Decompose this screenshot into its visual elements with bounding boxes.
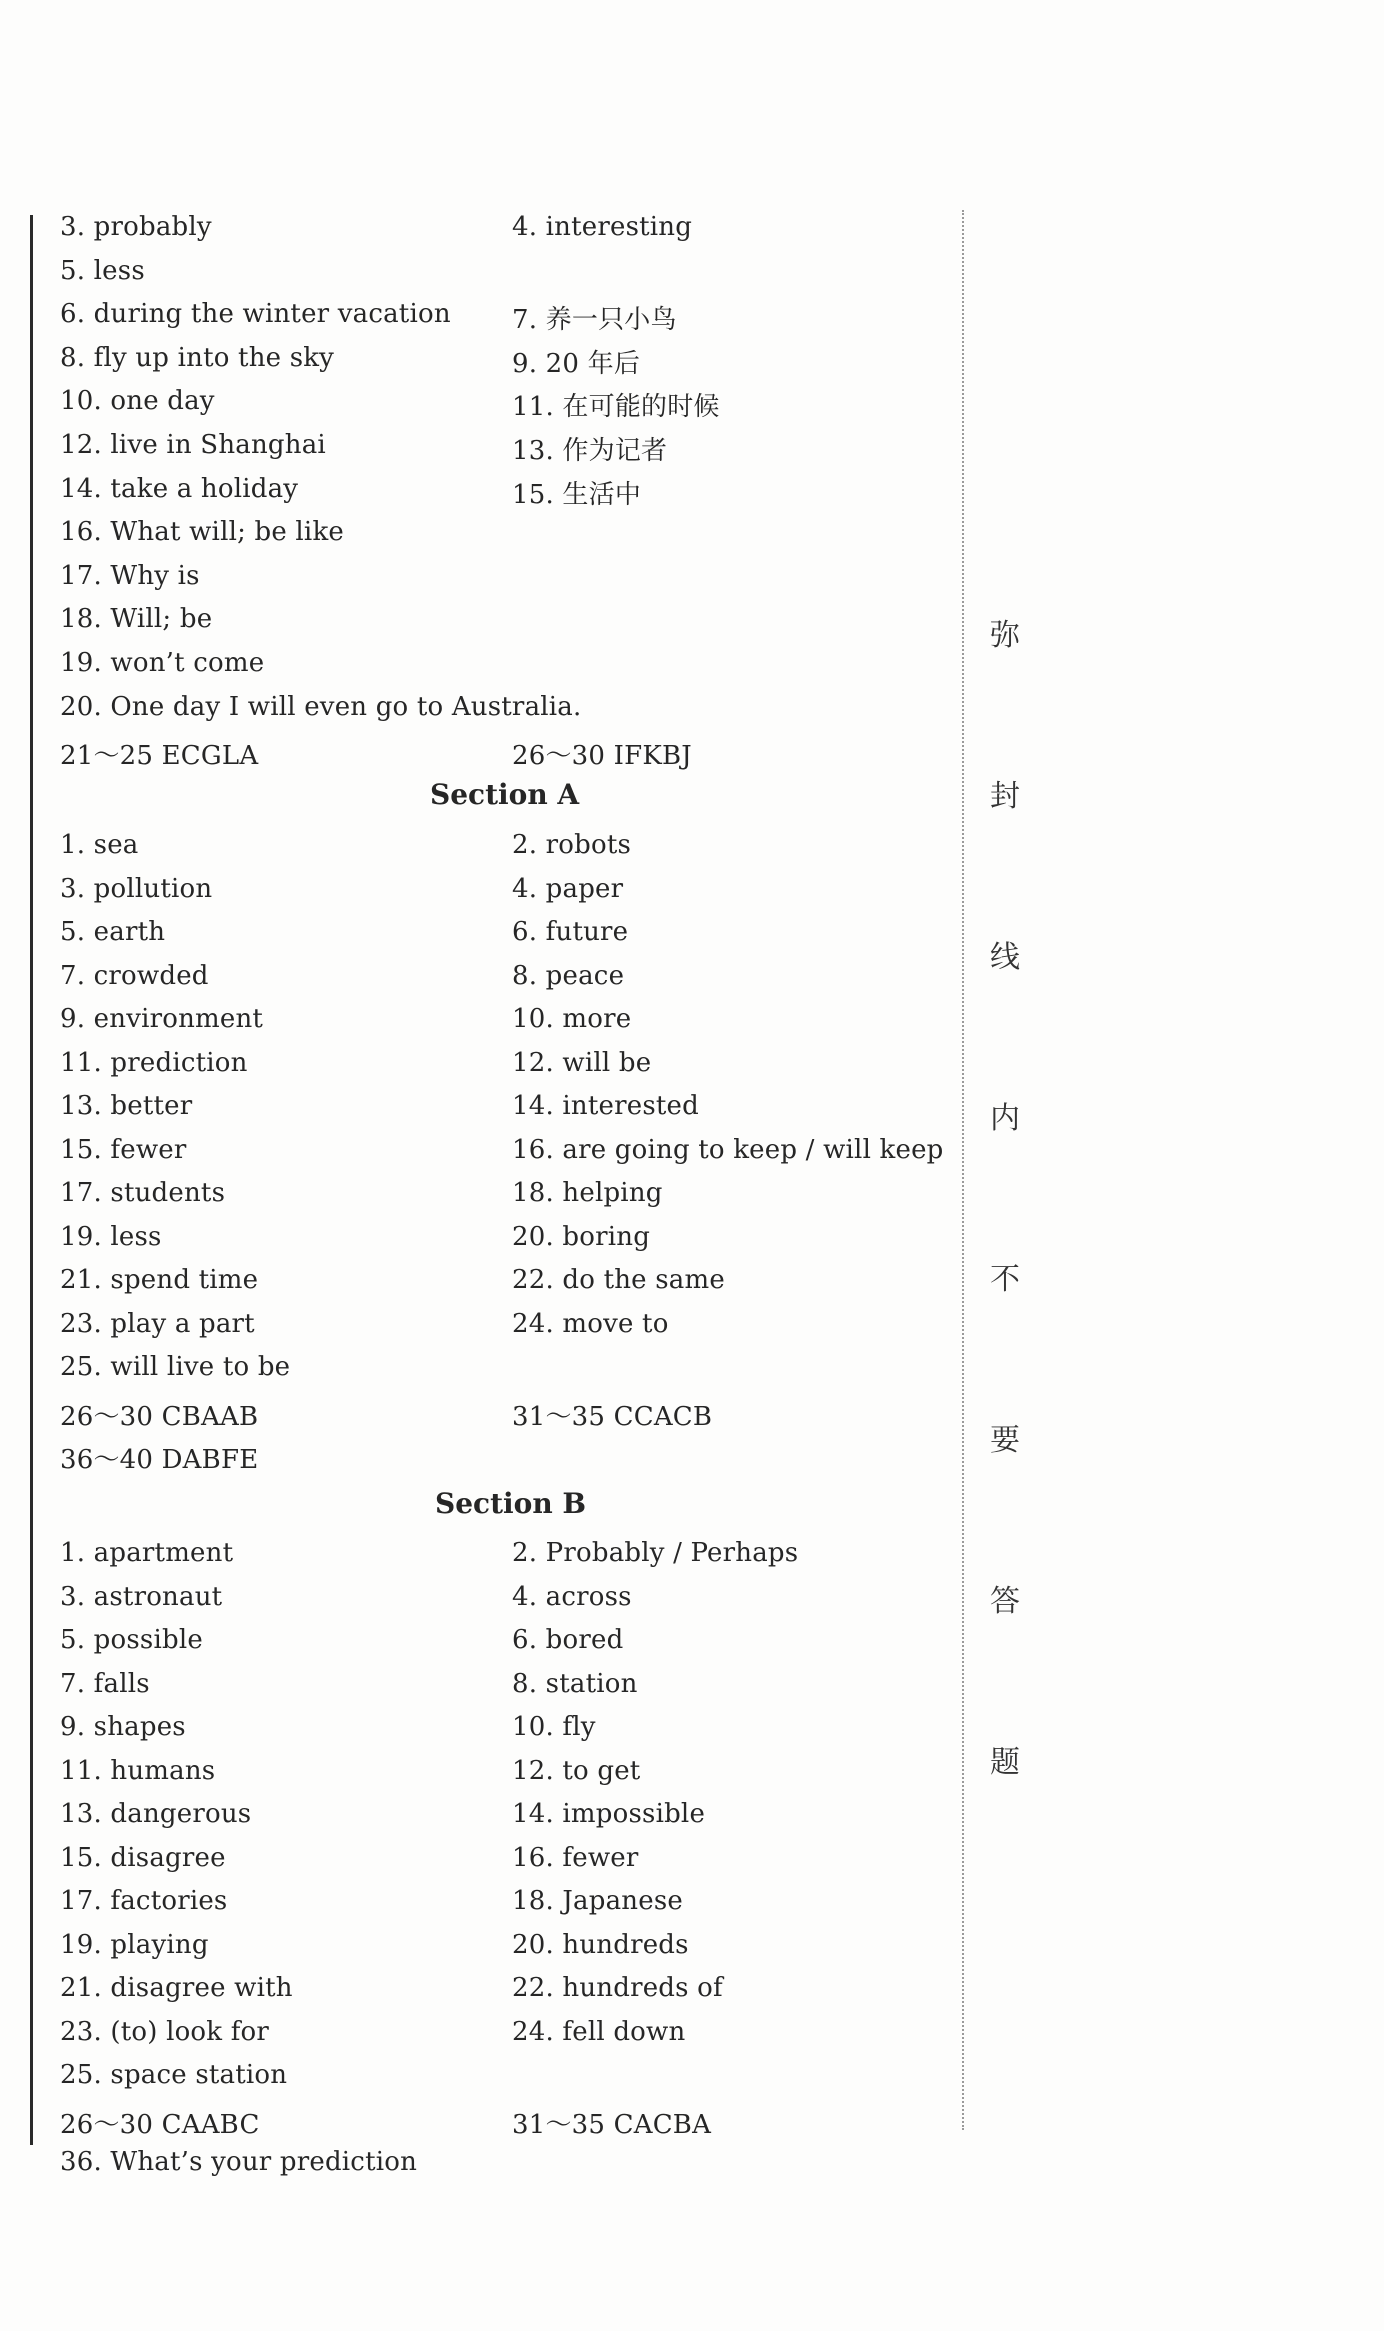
answer-item-left: 25. space station: [60, 2060, 288, 2090]
answer-item-left: 15. fewer: [60, 1135, 187, 1165]
answer-item-left: 3. pollution: [60, 874, 213, 904]
answer-item-right: 22. do the same: [512, 1265, 725, 1295]
answer-item-left: 11. humans: [60, 1756, 216, 1786]
answer-item-left: 17. Why is: [60, 561, 200, 591]
answer-item-left: 11. prediction: [60, 1048, 248, 1078]
answer-item-right: 6. future: [512, 917, 629, 947]
answer-item-right: 11. 在可能的时候: [512, 392, 720, 422]
answer-item-right: 18. Japanese: [512, 1886, 683, 1916]
answer-item-right: 10. more: [512, 1004, 632, 1034]
answer-item-left: 18. Will; be: [60, 604, 213, 634]
answer-item-right: 31～35 CCACB: [512, 1402, 713, 1432]
answer-item-right: 15. 生活中: [512, 480, 642, 510]
answer-item-right: 13. 作为记者: [512, 436, 668, 466]
seal-character: 弥: [990, 618, 1020, 653]
answer-item-right: 10. fly: [512, 1712, 596, 1742]
answer-item-right: 22. hundreds of: [512, 1973, 723, 2003]
answer-item-left: 5. earth: [60, 917, 166, 947]
answer-item-left: 9. environment: [60, 1004, 264, 1034]
answer-item-left: 19. won’t come: [60, 648, 265, 678]
seal-character: 封: [990, 779, 1020, 814]
answer-item-right: 8. station: [512, 1669, 638, 1699]
answer-item-right: 16. are going to keep / will keep: [512, 1135, 944, 1165]
answer-item-right: 12. to get: [512, 1756, 641, 1786]
answer-item-left: 21. spend time: [60, 1265, 259, 1295]
answer-item-left: 19. less: [60, 1222, 162, 1252]
answer-item-right: 20. boring: [512, 1222, 651, 1252]
answer-item-left: 17. factories: [60, 1886, 228, 1916]
answer-item-left: 7. crowded: [60, 961, 209, 991]
answer-item-right: 24. fell down: [512, 2017, 686, 2047]
answer-item-left: 36～40 DABFE: [60, 1445, 259, 1475]
answer-item-left: 7. falls: [60, 1669, 150, 1699]
section-b-heading: Section B: [435, 1487, 587, 1520]
answer-item-right: 14. impossible: [512, 1799, 706, 1829]
answer-item-left: 9. shapes: [60, 1712, 186, 1742]
answer-item-right: 12. will be: [512, 1048, 652, 1078]
answer-item-left: 10. one day: [60, 386, 215, 416]
seal-character: 答: [990, 1584, 1020, 1619]
answer-item-left: 14. take a holiday: [60, 474, 299, 504]
answer-item-left: 20. One day I will even go to Australia.: [60, 692, 582, 722]
answer-item-right: 31～35 CACBA: [512, 2110, 712, 2140]
answer-item-right: 26～30 IFKBJ: [512, 741, 692, 771]
answer-item-left: 23. play a part: [60, 1309, 255, 1339]
seal-dotted-line: [962, 210, 964, 2130]
seal-character: 不: [990, 1262, 1020, 1297]
answer-item-right: 24. move to: [512, 1309, 669, 1339]
answer-item-left: 17. students: [60, 1178, 226, 1208]
seal-character: 题: [990, 1745, 1020, 1780]
answer-item-right: 7. 养一只小鸟: [512, 305, 677, 335]
answer-item-left: 15. disagree: [60, 1843, 226, 1873]
answer-item-left: 21～25 ECGLA: [60, 741, 259, 771]
left-margin-rule: [30, 215, 33, 2145]
answer-item-left: 13. better: [60, 1091, 193, 1121]
answer-item-right: 2. robots: [512, 830, 632, 860]
answer-item-right: 14. interested: [512, 1091, 699, 1121]
seal-character: 内: [990, 1101, 1020, 1136]
answer-item-right: 9. 20 年后: [512, 349, 641, 379]
answer-item-right: 20. hundreds: [512, 1930, 689, 1960]
answer-item-left: 5. less: [60, 256, 145, 286]
answer-item-right: 4. interesting: [512, 212, 693, 242]
answer-item-left: 5. possible: [60, 1625, 203, 1655]
answer-item-left: 12. live in Shanghai: [60, 430, 326, 460]
answer-item-right: 18. helping: [512, 1178, 663, 1208]
answer-item-left: 21. disagree with: [60, 1973, 293, 2003]
seal-character: 线: [990, 940, 1020, 975]
answer-item-right: 8. peace: [512, 961, 625, 991]
answer-item-right: 4. paper: [512, 874, 624, 904]
answer-item-left: 19. playing: [60, 1930, 209, 1960]
answer-item-left: 26～30 CBAAB: [60, 1402, 259, 1432]
answer-item-left: 3. astronaut: [60, 1582, 223, 1612]
answer-item-left: 25. will live to be: [60, 1352, 291, 1382]
answer-item-left: 16. What will; be like: [60, 517, 344, 547]
answer-item-left: 23. (to) look for: [60, 2017, 270, 2047]
answer-item-right: 4. across: [512, 1582, 632, 1612]
answer-item-right: 6. bored: [512, 1625, 624, 1655]
answer-item-right: 16. fewer: [512, 1843, 639, 1873]
seal-character: 要: [990, 1423, 1020, 1458]
section-a-heading: Section A: [430, 778, 580, 811]
answer-item-right: 2. Probably / Perhaps: [512, 1538, 799, 1568]
answer-item-left: 3. probably: [60, 212, 212, 242]
answer-item-left: 8. fly up into the sky: [60, 343, 335, 373]
answer-item-left: 36. What’s your prediction: [60, 2147, 418, 2177]
answer-item-left: 13. dangerous: [60, 1799, 252, 1829]
answer-item-left: 1. apartment: [60, 1538, 234, 1568]
answer-item-left: 1. sea: [60, 830, 139, 860]
answer-item-left: 26～30 CAABC: [60, 2110, 260, 2140]
answer-item-left: 6. during the winter vacation: [60, 299, 451, 329]
